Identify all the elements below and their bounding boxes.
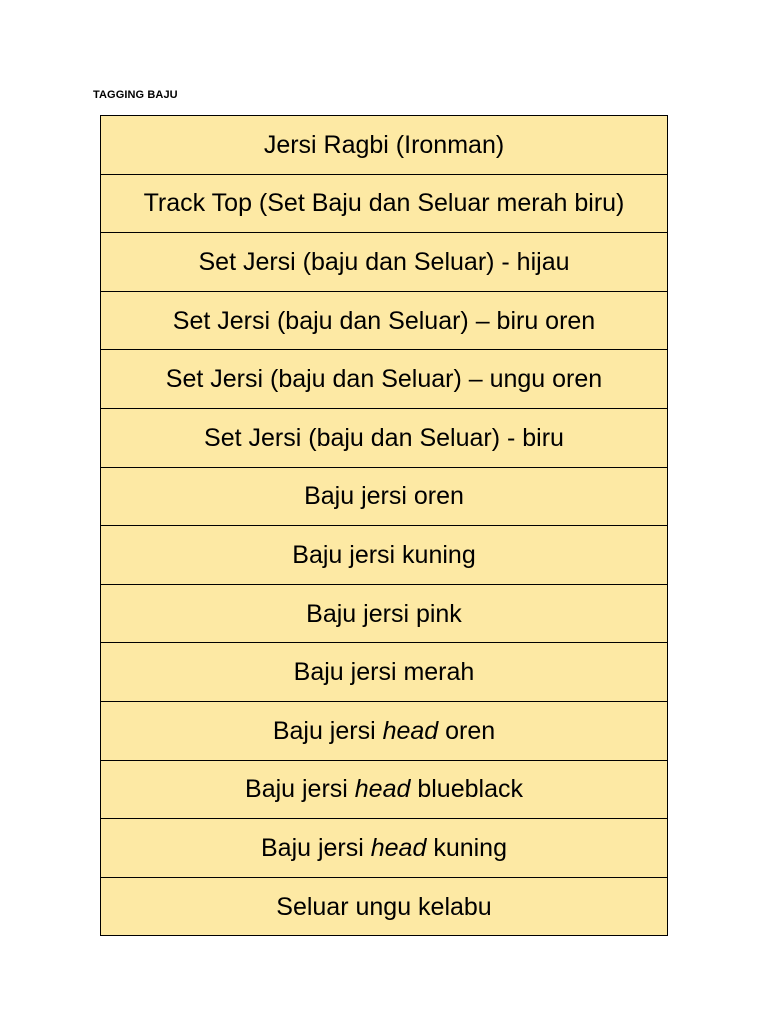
table-row [101, 643, 668, 702]
table-cell: Baju jersi head kuning [101, 819, 668, 878]
table-row [101, 291, 668, 350]
table-row [101, 819, 668, 878]
table-row [101, 116, 668, 175]
table-row [101, 467, 668, 526]
table-cell: Baju jersi kuning [101, 526, 668, 585]
table-row [101, 877, 668, 936]
page-title: TAGGING BAJU [93, 89, 178, 101]
table-cell: Seluar ungu kelabu [101, 877, 668, 936]
table-row [101, 233, 668, 292]
tagging-table [100, 115, 668, 936]
table-cell: Track Top (Set Baju dan Seluar merah biru) [101, 174, 668, 233]
table-cell: Set Jersi (baju dan Seluar) - hijau [101, 233, 668, 292]
table-cell: Baju jersi pink [101, 584, 668, 643]
table-cell: Baju jersi head blueblack [101, 760, 668, 819]
table-cell: Baju jersi head oren [101, 701, 668, 760]
table-cell: Set Jersi (baju dan Seluar) - biru [101, 408, 668, 467]
table-cell: Set Jersi (baju dan Seluar) – ungu oren [101, 350, 668, 409]
table-cell: Baju jersi merah [101, 643, 668, 702]
table-row [101, 584, 668, 643]
table-cell: Jersi Ragbi (Ironman) [101, 116, 668, 175]
table-row [101, 408, 668, 467]
table-row [101, 526, 668, 585]
table-row [101, 701, 668, 760]
table-row [101, 350, 668, 409]
table-row [101, 174, 668, 233]
table-cell: Baju jersi oren [101, 467, 668, 526]
table-cell: Set Jersi (baju dan Seluar) – biru oren [101, 291, 668, 350]
table-row [101, 760, 668, 819]
